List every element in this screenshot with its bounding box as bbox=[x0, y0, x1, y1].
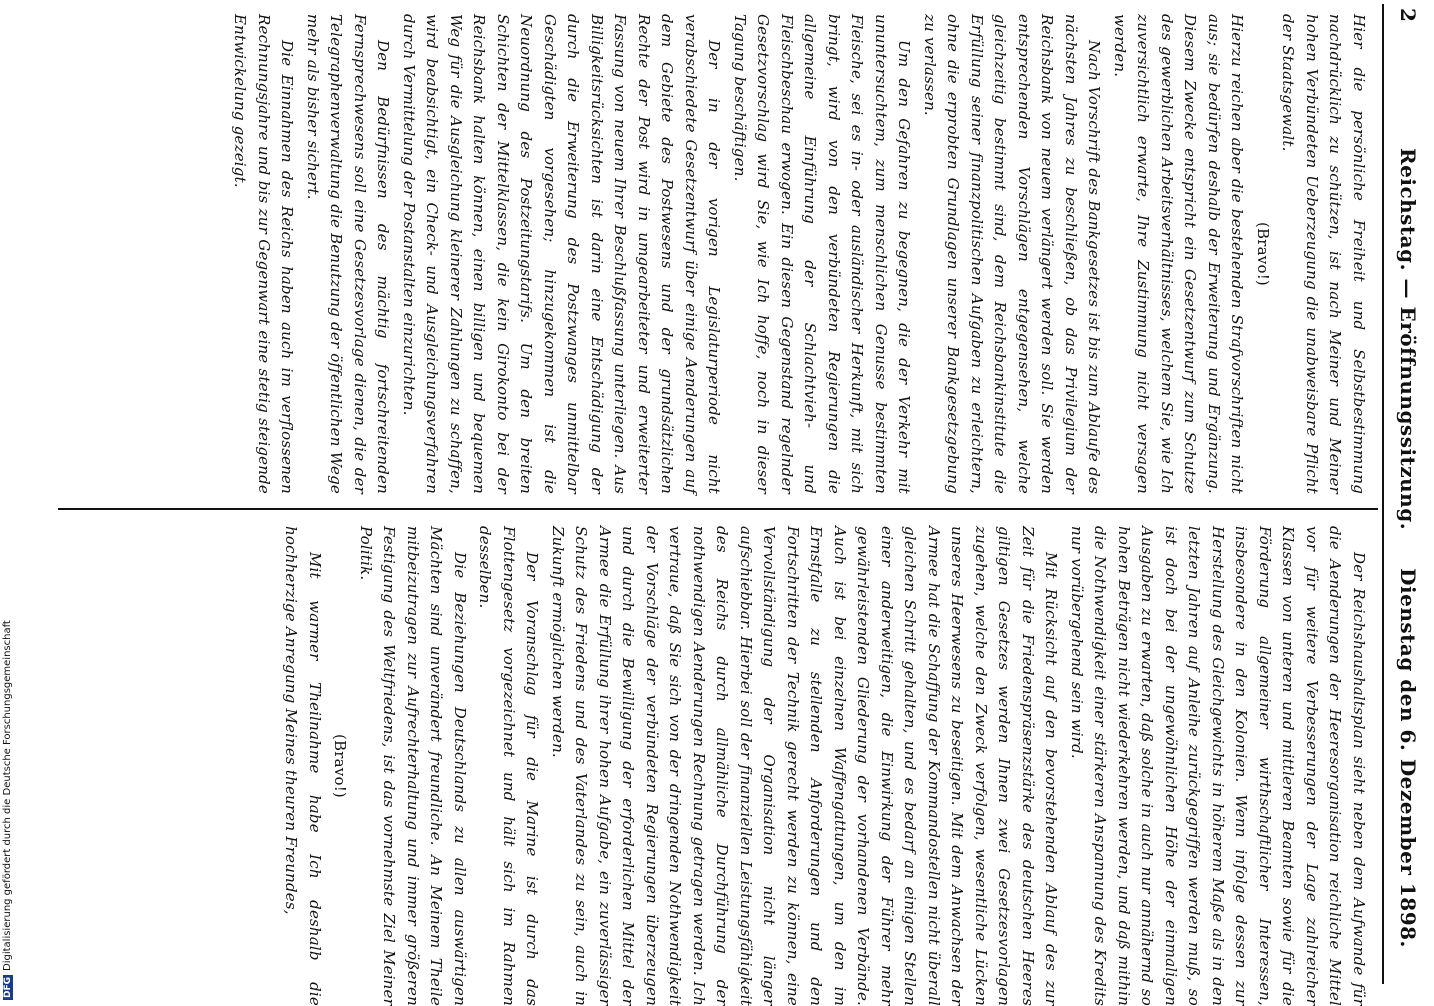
paragraph: Mit warmer Theilnahme habe Ich deshalb die hochherzige Anregung Meines theuren Freundes, bbox=[282, 526, 324, 1006]
credit-text: Digitalisierung gefördert durch die Deutsche Forschungsgemeinschaft bbox=[2, 620, 13, 971]
page-title: Reichstag. — Eröffnungssitzung. bbox=[1396, 148, 1420, 531]
paragraph: Die Einnahmen des Reichs haben auch im verflossenen Rechnungsjahre und bis zur Gegenwart eine stetig steigende Entwickelung gezeigt. bbox=[231, 14, 297, 494]
interjection: (Bravo!) bbox=[1254, 222, 1272, 286]
paragraph: Der Reichshaushaltsplan sieht neben dem Aufwande für die Aenderungen der Heeresorganisation reichliche Mittel vor für weitere Verbesserungen der Lage zahlreicher Klassen von unteren und mittleren Beamten sowie für die Förderung allgemeiner wirthschaftlicher Interessen, insbesondere in den Kolonien. Wenn infolge dessen zur Herstellung des Gleichgewichts in höherem Maße als in den letzten Jahren auf Anleihe zurückgegriffen werden muß, so ist doch bei der ungewöhnlichen Höhe der einmaligen Ausgaben zu erwarten, daß solche in auch nur annähernd so hohen Beträgen nicht wiederkehren werden, und daß mithin die Nothwendigkeit einer stärkeren Anspannung des Kredits nur vorübergehend sein wird. bbox=[1068, 526, 1368, 1006]
right-column bbox=[277, 526, 1370, 1006]
header-rule bbox=[1382, 4, 1384, 984]
column-divider bbox=[58, 508, 1378, 510]
page-header bbox=[1388, 8, 1426, 968]
paragraph: Der in der vorigen Legislaturperiode nicht verabschiedete Gesetzentwurf über einige Aenderungen auf dem Gebiete des Postwesens und der grundsätzlichen Rechte der Post wird in umgearbeiteter und erweiterter Fassung von neuem Ihrer Beschlußfassung unterliegen. Aus Billigkeitsrücksichten ist darin eine Entschädigung der durch die Erweiterung des Postzwanges unmittelbar Geschädigten vorgesehen; hinzugekommen ist die Neuordnung des Postzeitungstarifs. Um den breiten Schichten der Mittelklassen, die kein Girokonto bei der Reichsbank halten können, einen billigen und bequemen Weg für die Ausgleichung kleinerer Zahlungen zu schaffen, wird beabsichtigt, ein Check- und Ausgleichungsverfahren durch Vermittelung der Postanstalten einzurichten. bbox=[400, 14, 724, 494]
paragraph: Nach Vorschrift des Bankgesetzes ist bis zum Ablaufe des nächsten Jahres zu beschließen, ob das Privilegium der Reichsbank von neuem verlängert werden soll. Sie werden entsprechenden Vorschlägen entgegensehen, welche gleichzeitig bestimmt sind, dem Reichsbankinstitute die Erfüllung seiner finanzpolitischen Aufgaben zu erleichtern, ohne die erprobten Grundlagen unserer Bankgesetzgebung zu verlassen. bbox=[921, 14, 1104, 494]
footer-credit bbox=[2, 620, 13, 1000]
left-column bbox=[226, 14, 1370, 494]
paragraph: Den Bedürfnissen des mächtig fortschreitenden Fernsprechwesens soll eine Gesetzesvorlage dienen, die der Telegraphenverwaltung die Benutzung der öffentlichen Wege mehr als bisher sichert. bbox=[304, 14, 393, 494]
paragraph: Hier die persönliche Freiheit und Selbstbestimmung nachdrücklich zu schützen, ist nach Meiner und Meiner hohen Verbündeten Ueberzeugung die unabweisbare Pflicht der Staatsgewalt. bbox=[1279, 14, 1368, 494]
paragraph: Um den Gefahren zu begegnen, die der Verkehr mit ununtersuchtem, zum menschlichen Genusse bestimmten Fleische, sei es in- oder ausländischer Herkunft, mit sich bringt, wird von den verbündeten Regierungen die allgemeine Einführung der Schlachtvieh- und Fleischbeschau erwogen. Ein diesen Gegenstand regelnder Gesetzvorschlag wird Sie, wie Ich hoffe, noch in dieser Tagung beschäftigen. bbox=[731, 14, 914, 494]
interjection: (Bravo!) bbox=[331, 734, 350, 798]
paragraph: Die Beziehungen Deutschlands zu allen auswärtigen Mächten sind unverändert freundliche. An Meinem Theile mitbeizutragen zur Aufrechterhaltung und immer größeren Festigung des Weltfriedens, ist das vornehmste Ziel Meiner Politik. bbox=[357, 526, 469, 1006]
paragraph: Mit Rücksicht auf den bevorstehenden Ablauf des zur Zeit für die Friedenspräsenzstärke des deutschen Heeres giltigen Gesetzes werden Ihnen zwei Gesetzesvorlagen zugehen, welche den Zweck verfolgen, wesentliche Lücken unseres Heerwesens zu beseitigen. Mit dem Anwachsen der Armee hat die Schaffung der Kommandostellen nicht überall gleichen Schritt gehalten, und es bedarf an einigen Stellen einer anderweitigen, die Einwirkung der Führer mehr gewährleistenden Gliederung der vorhandenen Verbände. Auch ist bei einzelnen Waffengattungen, um den im Ernstfalle zu stellenden Anforderungen und den Fortschritten der Technik gerecht werden zu können, eine Vervollständigung der Organisation nicht länger aufschiebbar. Hierbei soll der finanziellen Leistungsfähigkeit des Reichs durch allmähliche Durchführung der nothwendigen Aenderungen Rechnung getragen werden. Ich vertraue, daß Sie sich von der dringenden Nothwendigkeit der Vorschläge der verbündeten Regierungen überzeugen und durch die Bewilligung der erforderlichen Mittel der Armee die Erfüllung ihrer hohen Aufgabe, ein zuverlässiger Schutz des Friedens und des Vaterlandes zu sein, auch in Zukunft ermöglichen werden. bbox=[549, 526, 1061, 1006]
page-number: 2 bbox=[1396, 8, 1420, 23]
paragraph: Der Voranschlag für die Marine ist durch das Flottengesetz vorgezeichnet und hält sich im Rahmen desselben. bbox=[476, 526, 542, 1006]
session-date: Dienstag den 6. Dezember 1898. bbox=[1396, 568, 1420, 948]
paragraph: Hierzu reichen aber die bestehenden Strafvorschriften nicht aus; sie bedürfen deshalb der Erweiterung und Ergänzung. Diesem Zwecke entspricht ein Gesetzentwurf zum Schutze des gewerblichen Arbeitsverhältnisses, welchem Sie, wie Ich zuversichtlich erwarte, Ihre Zustimmung nicht versagen werden. bbox=[1111, 14, 1247, 494]
dfg-logo: DFG bbox=[3, 976, 13, 998]
